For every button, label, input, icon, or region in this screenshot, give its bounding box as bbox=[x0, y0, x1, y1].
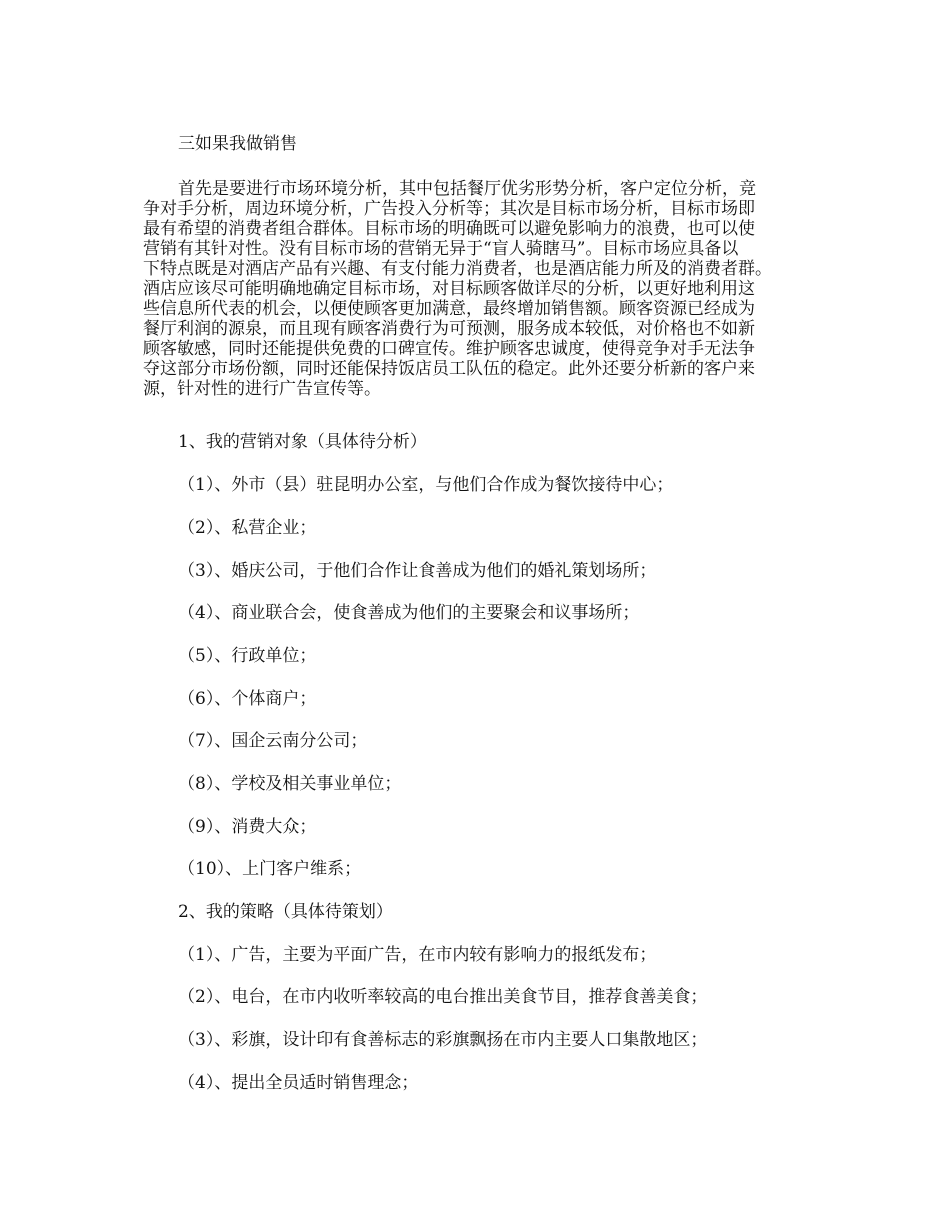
list-item: （3）、婚庆公司，于他们合作让食善成为他们的婚礼策划场所； bbox=[178, 561, 657, 581]
paragraph-line: 首先是要进行市场环境分析，其中包括餐厅优劣形势分析，客户定位分析，竞 bbox=[178, 179, 756, 199]
list-item: （2）、电台，在市内收听率较高的电台推出美食节目，推荐食善美食； bbox=[178, 987, 708, 1007]
list-item: （5）、行政单位； bbox=[178, 646, 317, 666]
list-item: （4）、提出全员适时销售理念； bbox=[178, 1073, 419, 1093]
strategies-title: 2、我的策略（具体待策划） bbox=[178, 902, 393, 922]
targets-title: 1、我的营销对象（具体待分析） bbox=[178, 432, 427, 452]
paragraph-line: 些信息所代表的机会，以便使顾客更加满意，最终增加销售额。顾客资源已经成为 bbox=[143, 299, 755, 319]
paragraph-line: 最有希望的消费者组合群体。目标市场的明确既可以避免影响力的浪费，也可以使 bbox=[143, 219, 755, 239]
list-item: （6）、个体商户； bbox=[178, 689, 317, 709]
list-item: （4）、商业联合会，使食善成为他们的主要聚会和议事场所； bbox=[178, 603, 640, 623]
paragraph-line: 夺这部分市场份额，同时还能保持饭店员工队伍的稳定。此外还要分析新的客户来 bbox=[143, 359, 755, 379]
list-item: （1）、外市（县）驻昆明办公室，与他们合作成为餐饮接待中心； bbox=[178, 475, 674, 495]
section-title: 三如果我做销售 bbox=[178, 134, 297, 154]
paragraph-line: 争对手分析，周边环境分析，广告投入分析等；其次是目标市场分析，目标市场即 bbox=[143, 199, 755, 219]
list-item: （8）、学校及相关事业单位； bbox=[178, 774, 402, 794]
list-item: （10）、上门客户维系； bbox=[178, 859, 362, 879]
paragraph-line: 营销有其针对性。没有目标市场的营销无异于“盲人骑瞎马”。目标市场应具备以 bbox=[143, 239, 739, 259]
paragraph-line: 顾客敏感，同时还能提供免费的口碑宣传。维护顾客忠诚度，使得竞争对手无法争 bbox=[143, 339, 755, 359]
paragraph-line: 酒店应该尽可能明确地确定目标市场，对目标顾客做详尽的分析，以更好地利用这 bbox=[143, 279, 755, 299]
list-item: （7）、国企云南分公司； bbox=[178, 731, 368, 751]
paragraph-line: 下特点既是对酒店产品有兴趣、有支付能力消费者，也是酒店能力所及的消费者群。 bbox=[143, 259, 772, 279]
list-item: （2）、私营企业； bbox=[178, 518, 317, 538]
list-item: （3）、彩旗，设计印有食善标志的彩旗飘扬在市内主要人口集散地区； bbox=[178, 1030, 708, 1050]
paragraph-line: 源，针对性的进行广告宣传等。 bbox=[143, 379, 381, 399]
list-item: （1）、广告，主要为平面广告，在市内较有影响力的报纸发布； bbox=[178, 945, 657, 965]
list-item: （9）、消费大众； bbox=[178, 817, 317, 837]
paragraph-line: 餐厅利润的源泉，而且现有顾客消费行为可预测，服务成本较低，对价格也不如新 bbox=[143, 319, 755, 339]
